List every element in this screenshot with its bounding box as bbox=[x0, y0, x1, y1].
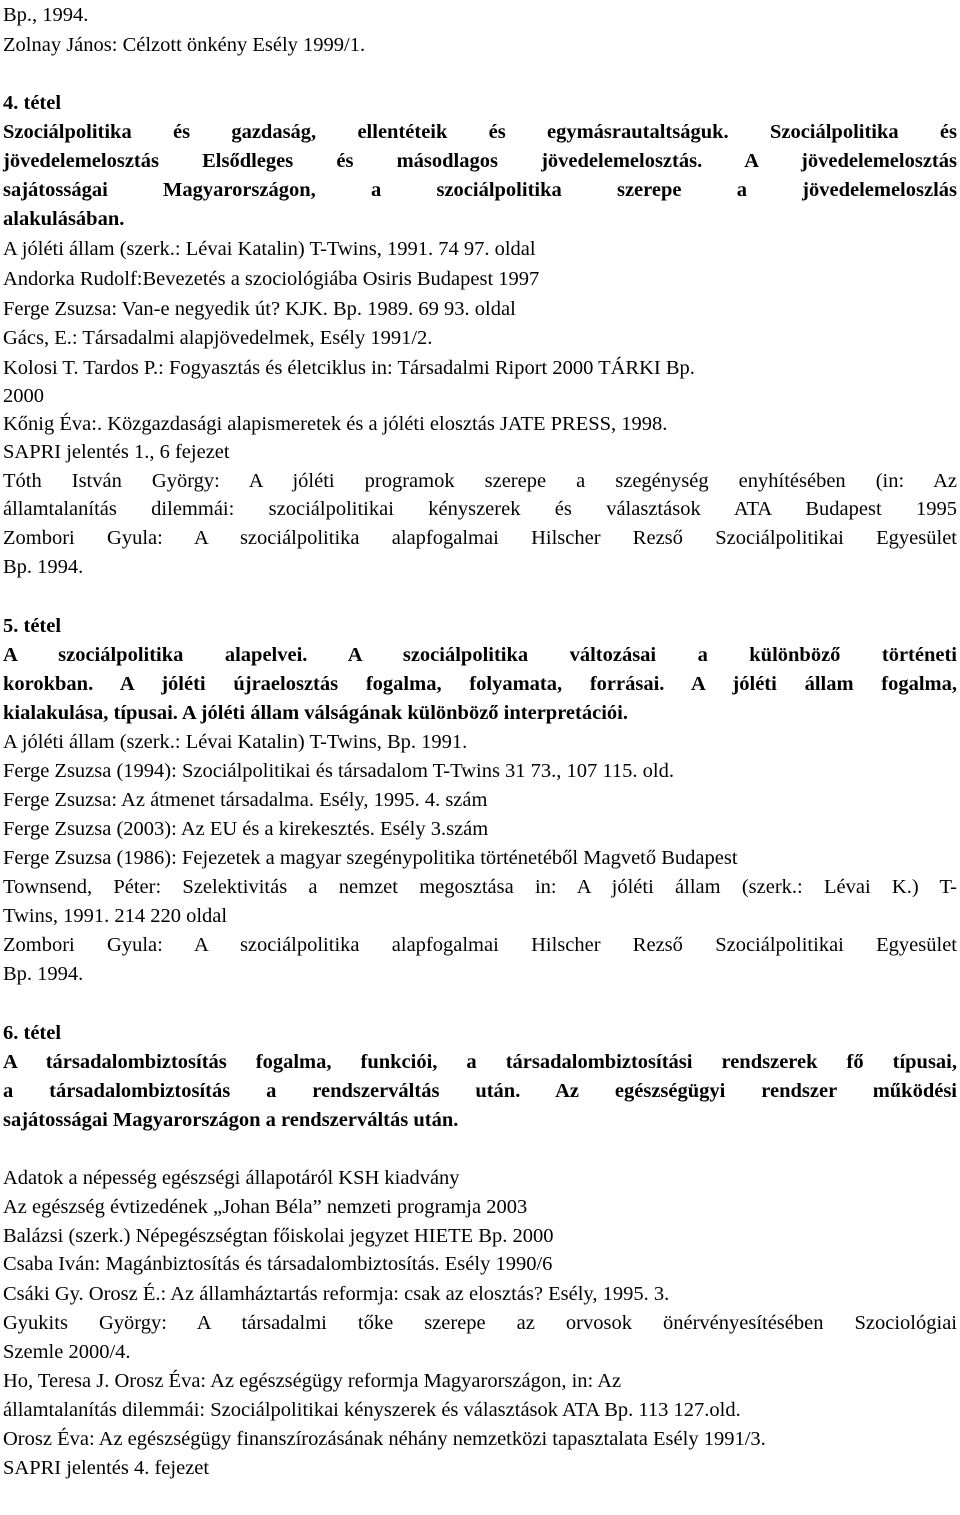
reference-line: Kőnig Éva:. Közgazdasági alapismeretek és a jóléti elosztás JATE PRESS, 1998. bbox=[3, 413, 668, 435]
reference-line: Gács, E.: Társadalmi alapjövedelmek, Esély 1991/2. bbox=[3, 327, 433, 349]
reference-line: Tóth István György: A jóléti programok szerepe a szegénység enyhítésében (in: Az bbox=[3, 470, 957, 492]
text-line: Bp., 1994. bbox=[3, 4, 89, 26]
reference-line: Balázsi (szerk.) Népegészségtan főiskolai jegyzet HIETE Bp. 2000 bbox=[3, 1225, 554, 1247]
section-topic-line: kialakulása, típusai. A jóléti állam válságának különböző interpretációi. bbox=[3, 702, 628, 724]
section-topic-line: A társadalombiztosítás fogalma, funkciói, a társadalombiztosítási rendszerek fő típusai, bbox=[3, 1051, 957, 1073]
section-topic-line: korokban. A jóléti újraelosztás fogalma, folyamata, forrásai. A jóléti állam fogalma, bbox=[3, 673, 957, 695]
reference-line: Ferge Zsuzsa (2003): Az EU és a kirekesztés. Esély 3.szám bbox=[3, 818, 489, 840]
reference-line: Az egészség évtizedének „Johan Béla” nemzeti programja 2003 bbox=[3, 1196, 528, 1218]
reference-line: államtalanítás dilemmái: szociálpolitikai kényszerek és választások ATA Budapest 1995 bbox=[3, 498, 957, 520]
reference-line: Ferge Zsuzsa (1986): Fejezetek a magyar szegénypolitika történetéből Magvető Budapest bbox=[3, 847, 738, 869]
reference-line: államtalanítás dilemmái: Szociálpolitikai kényszerek és választások ATA Bp. 113 127.old. bbox=[3, 1399, 741, 1421]
section-heading: 6. tétel bbox=[3, 1022, 62, 1044]
section-heading: 5. tétel bbox=[3, 615, 62, 637]
reference-line: Bp. 1994. bbox=[3, 963, 84, 985]
reference-line: Zolnay János: Célzott önkény Esély 1999/1. bbox=[3, 34, 366, 56]
reference-line: Ho, Teresa J. Orosz Éva: Az egészségügy reformja Magyarországon, in: Az bbox=[3, 1370, 622, 1392]
reference-line: Orosz Éva: Az egészségügy finanszírozásának néhány nemzetközi tapasztalata Esély 1991/3. bbox=[3, 1428, 766, 1450]
section-topic-line: jövedelemelosztás Elsődleges és másodlagos jövedelemelosztás. A jövedelemelosztás bbox=[3, 150, 957, 172]
reference-line: Zombori Gyula: A szociálpolitika alapfogalmai Hilscher Rezső Szociálpolitikai Egyesület bbox=[3, 527, 957, 549]
reference-line: Twins, 1991. 214 220 oldal bbox=[3, 905, 228, 927]
reference-line: SAPRI jelentés 1., 6 fejezet bbox=[3, 441, 230, 463]
reference-line: Ferge Zsuzsa: Van-e negyedik út? KJK. Bp. 1989. 69 93. oldal bbox=[3, 298, 516, 320]
section-topic-line: Szociálpolitika és gazdaság, ellentéteik és egymásrautaltságuk. Szociálpolitika és bbox=[3, 121, 957, 143]
reference-line: Townsend, Péter: Szelektivitás a nemzet megosztása in: A jóléti állam (szerk.: Lévai K.) T- bbox=[3, 876, 957, 898]
reference-line: Kolosi T. Tardos P.: Fogyasztás és életciklus in: Társadalmi Riport 2000 TÁRKI Bp. bbox=[3, 357, 695, 379]
reference-line: Gyukits György: A társadalmi tőke szerepe az orvosok önérvényesítésében Szociológiai bbox=[3, 1312, 957, 1334]
reference-line: A jóléti állam (szerk.: Lévai Katalin) T-Twins, Bp. 1991. bbox=[3, 731, 468, 753]
reference-line: Ferge Zsuzsa: Az átmenet társadalma. Esély, 1995. 4. szám bbox=[3, 789, 488, 811]
reference-line: Szemle 2000/4. bbox=[3, 1341, 131, 1363]
section-heading: 4. tétel bbox=[3, 92, 62, 114]
reference-line: A jóléti állam (szerk.: Lévai Katalin) T-Twins, 1991. 74 97. oldal bbox=[3, 238, 536, 260]
reference-line: Zombori Gyula: A szociálpolitika alapfogalmai Hilscher Rezső Szociálpolitikai Egyesület bbox=[3, 934, 957, 956]
reference-line: Csaba Iván: Magánbiztosítás és társadalombiztosítás. Esély 1990/6 bbox=[3, 1253, 553, 1275]
section-topic-line: sajátosságai Magyarországon a rendszerváltás után. bbox=[3, 1109, 459, 1131]
reference-line: Ferge Zsuzsa (1994): Szociálpolitikai és társadalom T-Twins 31 73., 107 115. old. bbox=[3, 760, 674, 782]
section-topic-line: a társadalombiztosítás a rendszerváltás után. Az egészségügyi rendszer működési bbox=[3, 1080, 957, 1102]
section-topic-line: alakulásában. bbox=[3, 208, 125, 230]
section-topic-line: A szociálpolitika alapelvei. A szociálpolitika változásai a különböző történeti bbox=[3, 644, 957, 666]
reference-line: Adatok a népesség egészségi állapotáról KSH kiadvány bbox=[3, 1167, 460, 1189]
reference-line: Andorka Rudolf:Bevezetés a szociológiába Osiris Budapest 1997 bbox=[3, 268, 540, 290]
reference-line: Csáki Gy. Orosz É.: Az államháztartás reformja: csak az elosztás? Esély, 1995. 3. bbox=[3, 1283, 670, 1305]
reference-line: Bp. 1994. bbox=[3, 556, 84, 578]
reference-line: 2000 bbox=[3, 385, 44, 407]
reference-line: SAPRI jelentés 4. fejezet bbox=[3, 1457, 210, 1479]
section-topic-line: sajátosságai Magyarországon, a szociálpolitika szerepe a jövedelemeloszlás bbox=[3, 179, 957, 201]
